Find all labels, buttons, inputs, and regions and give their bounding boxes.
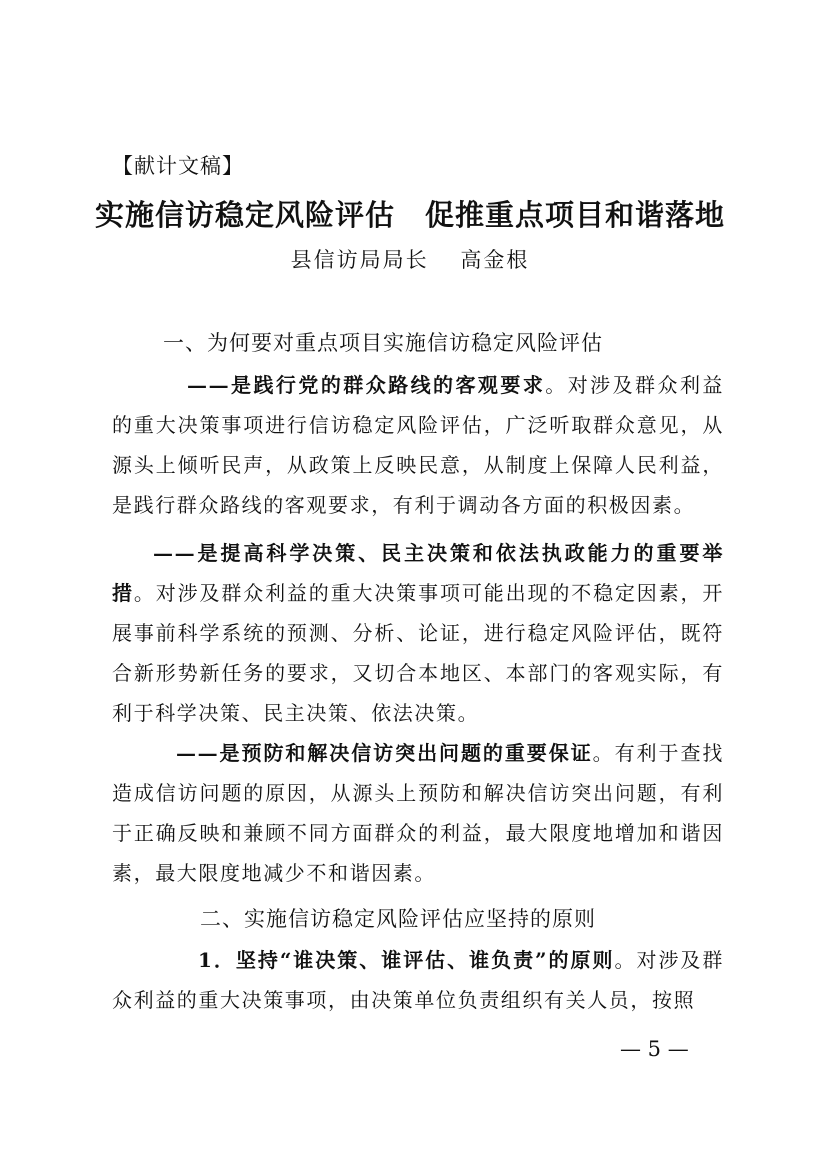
paragraph xyxy=(112,940,724,1020)
paragraph xyxy=(112,733,724,893)
paragraph-lead: ——是提高科学决策、民主决策和依法执政能力的重要举措 xyxy=(112,541,724,605)
paragraph-body: 。对涉及群众利益的重大决策事项可能出现的不稳定因素，开展事前科学系统的预测、分析、论证，进行稳定风险评估，既符合新形势新任务的要求，又切合本地区、本部门的客观实际，有利于科学决策、民主决策、依法决策。 xyxy=(112,581,724,725)
paragraph-body: 。有利于查找造成信访问题的原因，从源头上预防和解决信访突出问题，有利于正确反映和兼顾不同方面群众的利益，最大限度地增加和谐因素，最大限度地减少不和谐因素。 xyxy=(112,741,724,885)
column-tag: 【献计文稿】 xyxy=(112,154,244,178)
paragraph xyxy=(112,533,724,733)
section1-heading: 一、为何要对重点项目实施信访稳定风险评估 xyxy=(163,331,603,355)
paragraph-body: 。对涉及群众利益的重大决策事项进行信访稳定风险评估，广泛听取群众意见，从源头上倾听民声，从政策上反映民意，从制度上保障人民利益，是践行群众路线的客观要求，有利于调动各方面的积极因素。 xyxy=(112,373,724,517)
section2-heading: 二、实施信访稳定风险评估应坚持的原则 xyxy=(200,907,596,931)
paragraph-body: 。对涉及群众利益的重大决策事项，由决策单位负责组织有关人员，按照 xyxy=(112,948,724,1012)
paragraph-lead: ——是践行党的群众路线的客观要求 xyxy=(187,373,546,397)
paragraph xyxy=(112,365,724,525)
paragraph-lead: 1．坚持“谁决策、谁评估、谁负责”的原则 xyxy=(198,948,615,972)
byline: 县信访局局长 高金根 xyxy=(290,248,530,272)
page-number: — 5 — xyxy=(620,1037,689,1061)
page-title: 实施信访稳定风险评估 促推重点项目和谐落地 xyxy=(94,198,725,232)
paragraph-lead: ——是预防和解决信访突出问题的重要保证 xyxy=(176,741,593,765)
